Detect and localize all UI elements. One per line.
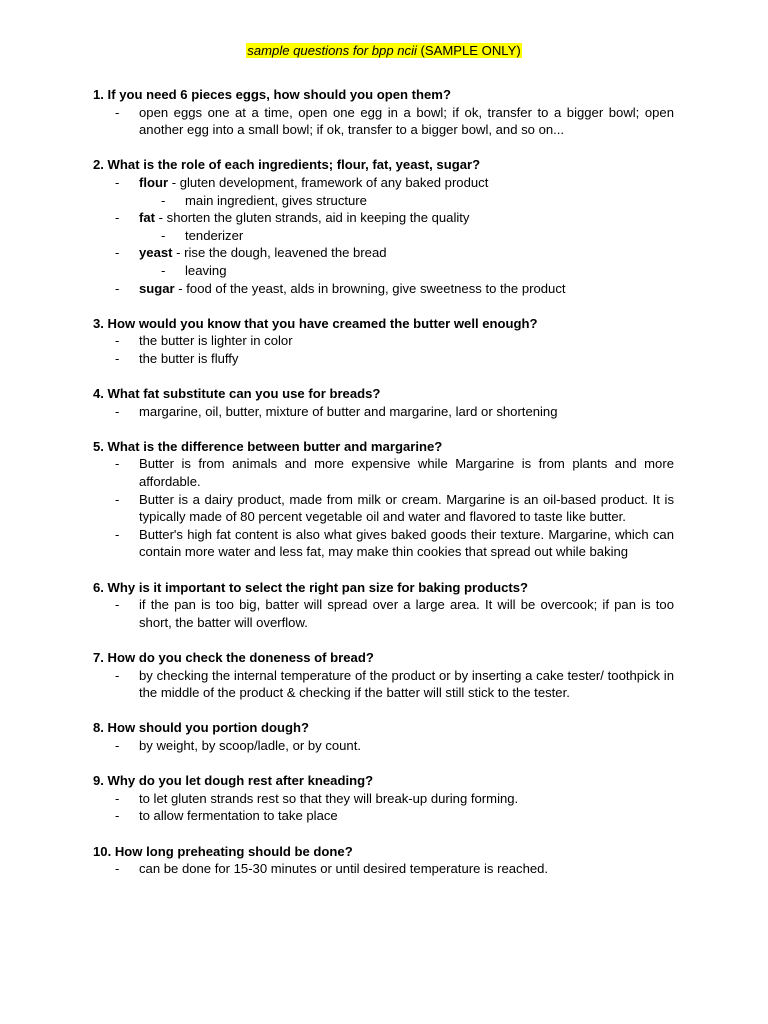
ingredient-term: fat [139,210,156,226]
answer-item: - Butter is a dairy product, made from milk or cream. Margarine is an oil-based product. It is typically made of 80 percent vegetable oil and water and flavored to taste like butter. [93,491,674,526]
ingredient-role: - shorten the gluten strands, aid in keeping the quality [155,210,470,226]
ingredient-role: - rise the dough, leavened the bread [172,245,387,261]
question-block [93,579,674,632]
question-block [93,719,674,754]
question-heading: 1. If you need 6 pieces eggs, how should you open them? [93,87,451,102]
question-block [93,772,674,825]
answer-item [93,280,674,298]
answer-item: - margarine, oil, butter, mixture of butter and margarine, lard or shortening [93,403,674,421]
question-block [93,843,674,878]
answer-item: - to allow fermentation to take place [93,807,674,825]
answer-item [93,174,674,192]
question-heading: 10. How long preheating should be done? [93,843,353,859]
answer-subitem: - tenderizer [93,227,674,245]
question-block [93,385,674,420]
answer-item: - the butter is fluffy [93,350,674,368]
answer-item: - can be done for 15-30 minutes or until desired temperature is reached. [93,860,674,878]
answer-item: - to let gluten strands rest so that they will break-up during forming. [93,790,674,808]
question-heading: 4. What fat substitute can you use for breads? [93,386,381,402]
answer-item: - by checking the internal temperature of the product or by inserting a cake tester/ toothpick in the middle of the product & checking if the batter will still stick to the tester. [93,667,674,702]
question-heading: 5. What is the difference between butter and margarine? [93,438,443,454]
question-heading: 6. Why is it important to select the right pan size for baking products? [93,579,529,595]
answer-item [93,209,674,227]
answer-item: - Butter is from animals and more expensive while Margarine is from plants and more affordable. [93,455,674,490]
answer-item: - the butter is lighter in color [93,332,674,350]
question-heading: 2. What is the role of each ingredients; flour, fat, yeast, sugar? [93,157,481,173]
question-heading: 7. How do you check the doneness of bread? [93,650,374,665]
answer-item: - by weight, by scoop/ladle, or by count. [93,737,674,755]
highlighted-title [246,43,521,58]
question-heading: 3. How would you know that you have creamed the butter well enough? [93,315,538,331]
answer-item: - if the pan is too big, batter will spread over a large area. It will be overcook; if pan is too short, the batter will overflow. [93,596,674,631]
answer-item: - open eggs one at a time, open one egg in a bowl; if ok, transfer to a bigger bowl; open another egg into a small bowl; if ok, transfer to a bigger bowl, and so on... [93,104,674,139]
question-list [93,86,674,878]
question-block [93,315,674,368]
question-heading: 9. Why do you let dough rest after kneading? [93,773,374,789]
question-block [93,156,674,297]
question-heading: 8. How should you portion dough? [93,720,310,736]
ingredient-role: - food of the yeast, alds in browning, give sweetness to the product [174,280,566,296]
answer-subitem: - leaving [93,262,674,280]
ingredient-term: flour [139,174,169,190]
question-block [93,649,674,702]
title-plain: (SAMPLE ONLY) [416,43,521,58]
document-title [0,42,768,60]
ingredient-term: yeast [139,245,173,261]
question-block [93,438,674,561]
question-block [93,86,674,139]
ingredient-term: sugar [139,280,175,296]
title-italic: sample questions for bpp ncii [247,43,417,58]
answer-item [93,244,674,262]
ingredient-role: - gluten development, framework of any baked product [168,174,489,190]
answer-item: - Butter's high fat content is also what gives baked goods their texture. Margarine, which can contain more water and less fat, may make thin cookies that spread out while baking [93,526,674,561]
answer-subitem: - main ingredient, gives structure [93,192,674,210]
